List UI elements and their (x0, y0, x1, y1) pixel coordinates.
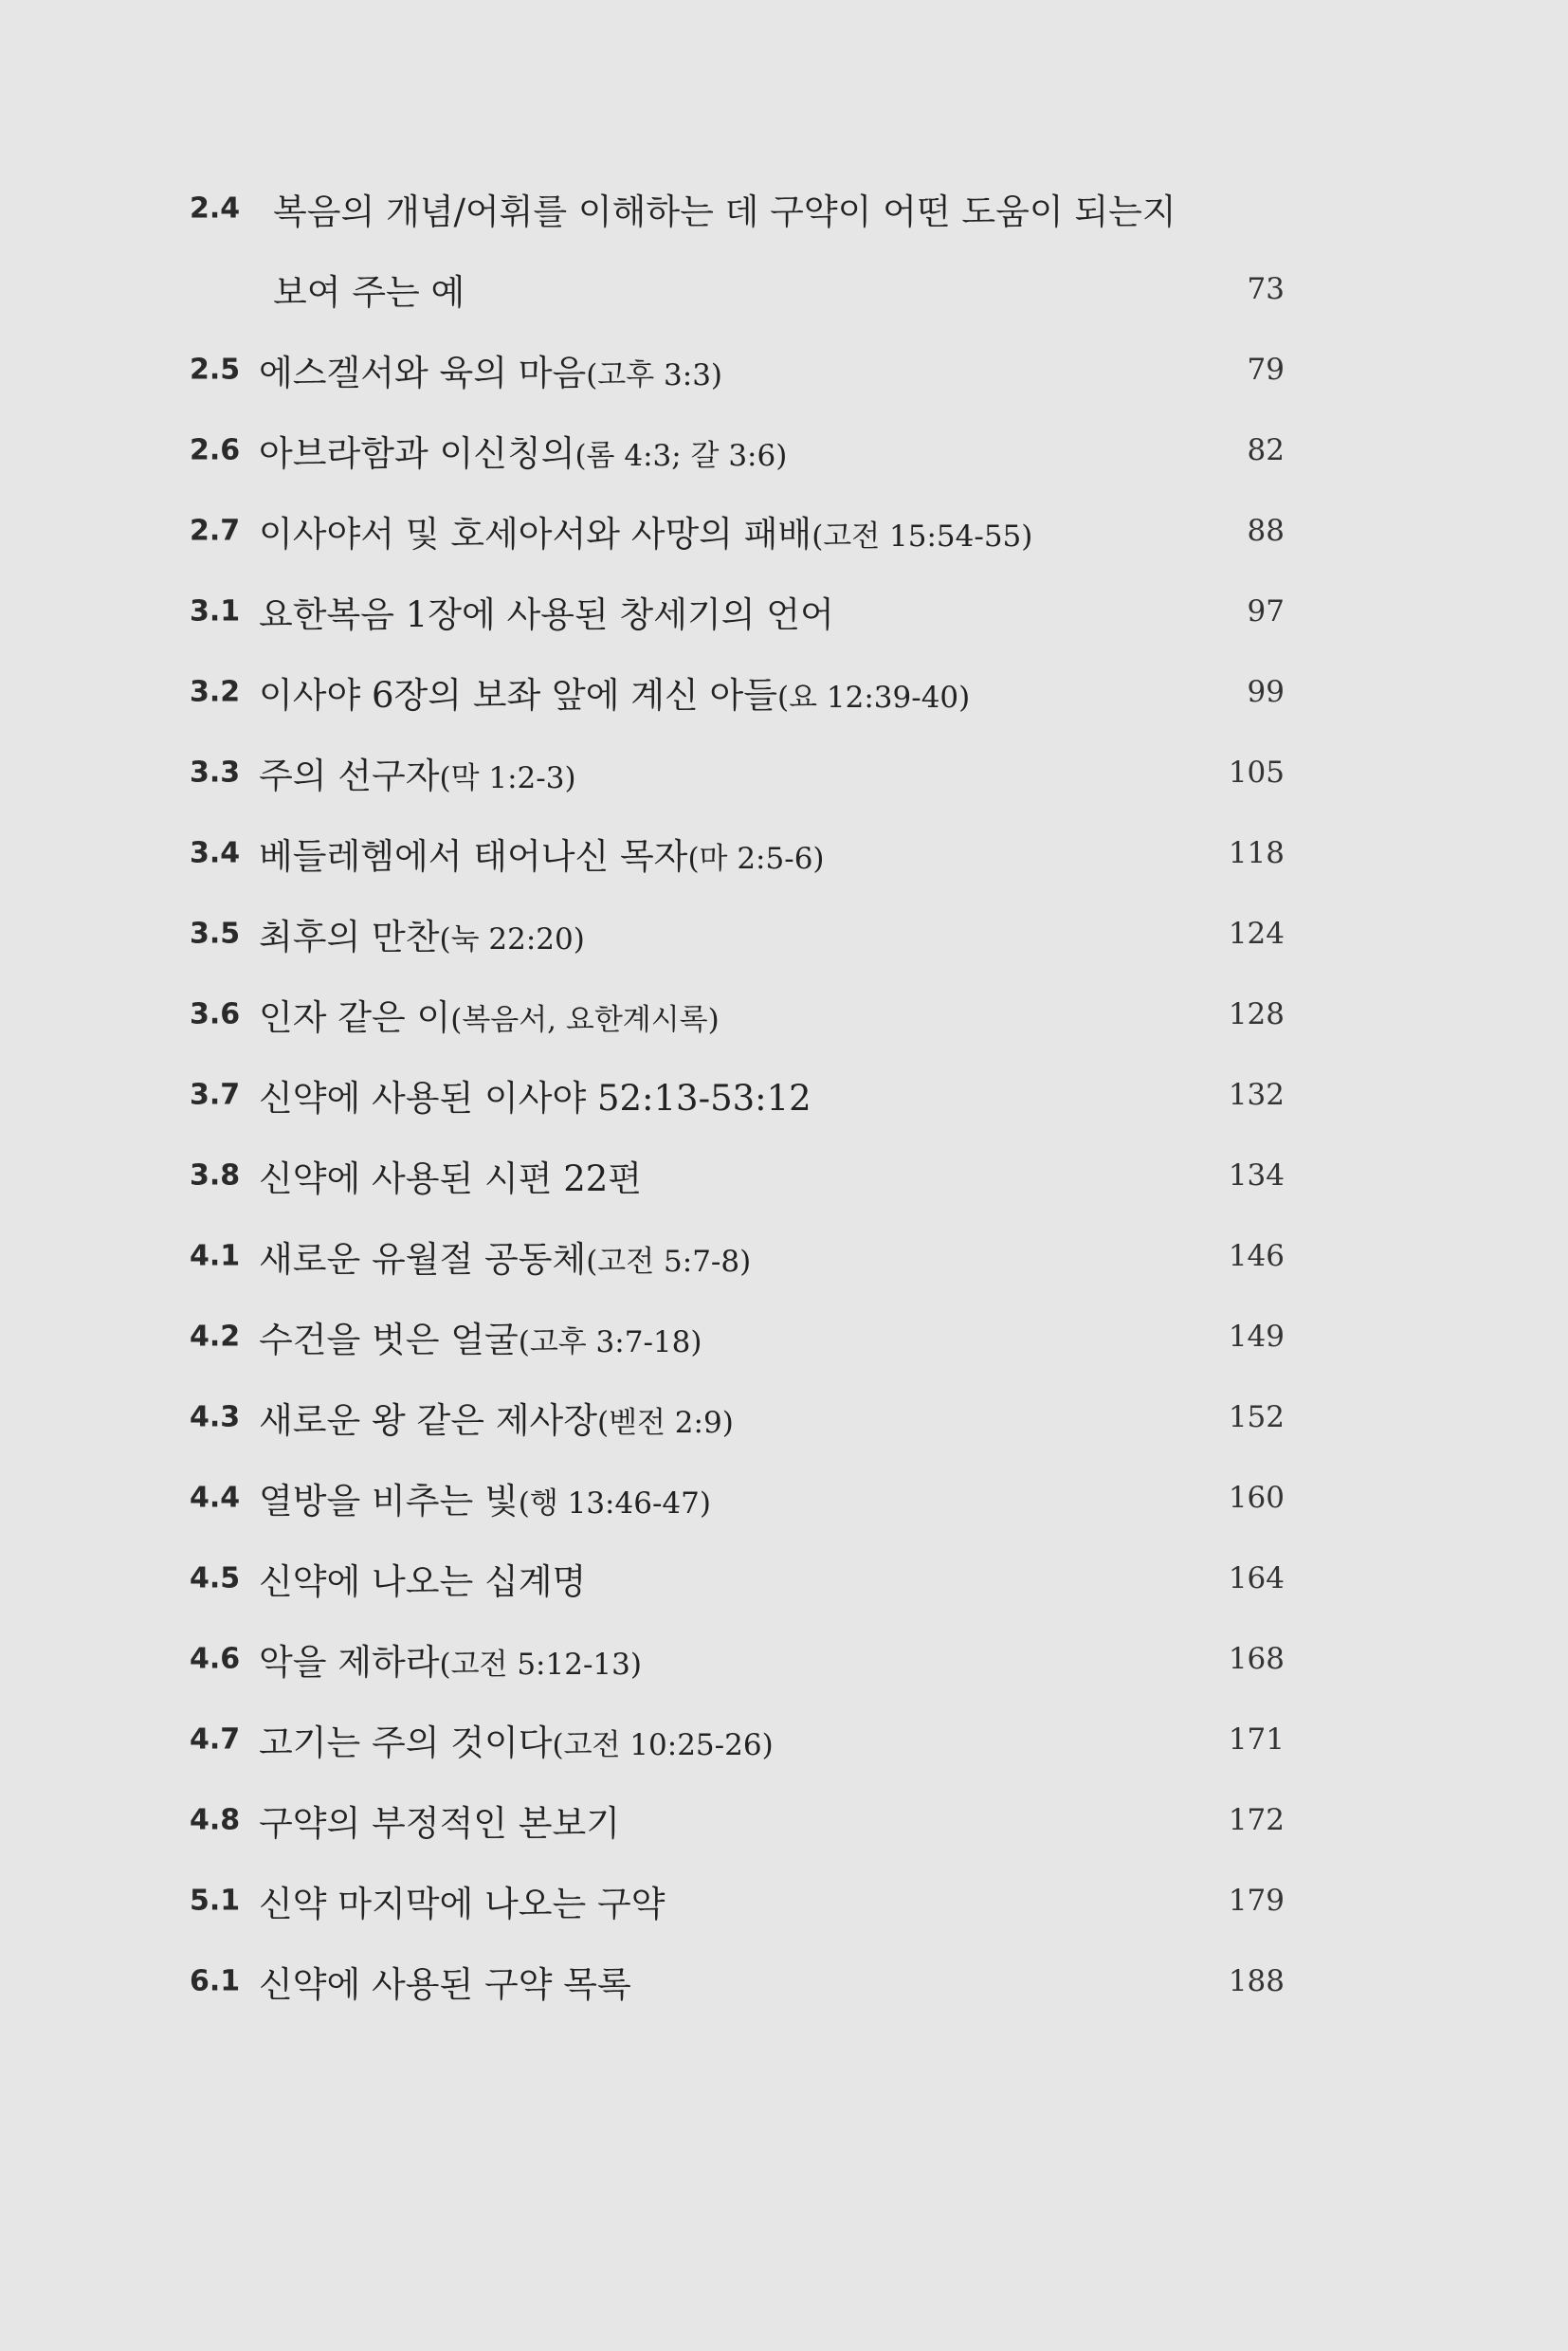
toc-entry-3-8 (190, 1147, 1285, 1204)
entry-number: 2.7 (190, 514, 241, 548)
entry-reference: (고전 5:12-13) (439, 1648, 642, 1682)
entry-reference: (고전 10:25-26) (552, 1728, 774, 1762)
entry-title: 신약에 사용된 시편 22편 (259, 1158, 643, 1199)
entry-page-number: 128 (1228, 997, 1285, 1031)
entry-number: 4.5 (190, 1561, 241, 1595)
entry-page-number: 152 (1228, 1400, 1285, 1434)
toc-entry-4-1 (190, 1228, 1285, 1285)
entry-number: 3.1 (190, 594, 241, 629)
entry-title: 열방을 비추는 빛(행 13:46-47) (259, 1481, 711, 1522)
entry-title: 수건을 벗은 얼굴(고후 3:7-18) (259, 1320, 702, 1360)
toc-entry-5-1 (190, 1872, 1285, 1929)
entry-number: 2.5 (190, 353, 241, 387)
toc-entry-2-4 (190, 180, 1285, 237)
entry-page-number: 171 (1228, 1722, 1285, 1757)
toc-entry-2-7 (190, 502, 1285, 559)
entry-reference: (마 2:5-6) (687, 842, 825, 876)
entry-title: 주의 선구자(막 1:2-3) (259, 756, 576, 796)
entry-title: 새로운 왕 같은 제사장(벧전 2:9) (259, 1400, 734, 1441)
entry-number: 4.4 (190, 1481, 241, 1515)
entry-reference: (벧전 2:9) (596, 1406, 734, 1440)
toc-entry-3-3 (190, 744, 1285, 801)
toc-entry-3-5 (190, 905, 1285, 962)
entry-reference: (고전 15:54-55) (811, 519, 1033, 554)
entry-reference: (고후 3:3) (586, 358, 723, 392)
entry-page-number: 164 (1228, 1561, 1285, 1595)
toc-entry-4-4 (190, 1469, 1285, 1526)
entry-reference: (복음서, 요한계시록) (450, 1003, 720, 1037)
entry-title: 새로운 유월절 공동체(고전 5:7-8) (259, 1239, 752, 1280)
entry-number: 3.4 (190, 836, 241, 870)
entry-number: 5.1 (190, 1884, 241, 1918)
toc-entry-4-3 (190, 1389, 1285, 1446)
toc-entry-4-5 (190, 1550, 1285, 1607)
entry-title: 인자 같은 이(복음서, 요한계시록) (259, 997, 720, 1038)
entry-number: 4.1 (190, 1239, 241, 1273)
toc-entry-4-8 (190, 1792, 1285, 1849)
entry-page-number: 124 (1228, 917, 1285, 951)
toc-entry-4-2 (190, 1308, 1285, 1365)
entry-number: 4.6 (190, 1642, 241, 1676)
entry-title: 아브라함과 이신칭의(롬 4:3; 갈 3:6) (259, 433, 788, 474)
entry-reference: (요 12:39-40) (777, 681, 971, 715)
entry-number: 4.7 (190, 1722, 241, 1757)
entry-reference: (행 13:46-47) (518, 1486, 711, 1521)
entry-title: 고기는 주의 것이다(고전 10:25-26) (259, 1722, 774, 1763)
entry-title: 보여 주는 예 (273, 272, 465, 313)
entry-page-number: 82 (1247, 433, 1285, 467)
entry-title: 베들레헴에서 태어나신 목자(마 2:5-6) (259, 836, 825, 877)
entry-title: 복음의 개념/어휘를 이해하는 데 구약이 어떤 도움이 되는지 (273, 191, 1176, 232)
entry-page-number: 132 (1228, 1078, 1285, 1112)
entry-title: 에스겔서와 육의 마음(고후 3:3) (259, 353, 723, 393)
entry-title: 구약의 부정적인 본보기 (259, 1803, 620, 1844)
toc-entry-3-1 (190, 583, 1285, 640)
toc-entry-2-4-continued (273, 261, 1285, 318)
entry-title: 신약에 사용된 이사야 52:13-53:12 (259, 1078, 811, 1119)
entry-number: 3.2 (190, 675, 241, 709)
entry-reference: (막 1:2-3) (439, 761, 576, 795)
entry-number: 3.3 (190, 756, 241, 790)
entry-number: 4.3 (190, 1400, 241, 1434)
entry-number: 4.8 (190, 1803, 241, 1837)
entry-reference: (눅 22:20) (439, 922, 585, 957)
toc-entry-4-7 (190, 1711, 1285, 1768)
entry-number: 4.2 (190, 1320, 241, 1354)
entry-page-number: 99 (1247, 675, 1285, 709)
entry-reference: (롬 4:3; 갈 3:6) (574, 439, 788, 473)
entry-title: 신약 마지막에 나오는 구약 (259, 1884, 665, 1924)
toc-entry-3-4 (190, 825, 1285, 882)
entry-title: 최후의 만찬(눅 22:20) (259, 917, 585, 957)
entry-number: 3.6 (190, 997, 241, 1031)
entry-number: 6.1 (190, 1964, 241, 1998)
entry-page-number: 172 (1228, 1803, 1285, 1837)
entry-page-number: 105 (1228, 756, 1285, 790)
entry-page-number: 134 (1228, 1158, 1285, 1193)
entry-number: 3.5 (190, 917, 241, 951)
entry-page-number: 179 (1228, 1884, 1285, 1918)
entry-title: 신약에 나오는 십계명 (259, 1561, 587, 1602)
toc-entry-6-1 (190, 1953, 1285, 2010)
entry-title: 악을 제하라(고전 5:12-13) (259, 1642, 642, 1683)
toc-entry-4-6 (190, 1631, 1285, 1687)
entry-number: 3.8 (190, 1158, 241, 1193)
entry-number: 2.6 (190, 433, 241, 467)
entry-page-number: 146 (1228, 1239, 1285, 1273)
entry-page-number: 160 (1228, 1481, 1285, 1515)
entry-title: 신약에 사용된 구약 목록 (259, 1964, 631, 2005)
entry-page-number: 79 (1247, 353, 1285, 387)
entry-title: 이사야 6장의 보좌 앞에 계신 아들(요 12:39-40) (259, 675, 971, 716)
toc-entry-2-6 (190, 422, 1285, 479)
entry-number: 2.4 (190, 191, 241, 226)
toc-entry-3-6 (190, 986, 1285, 1043)
toc-entry-3-7 (190, 1066, 1285, 1123)
entry-page-number: 168 (1228, 1642, 1285, 1676)
entry-reference: (고전 5:7-8) (586, 1245, 752, 1279)
entry-page-number: 188 (1228, 1964, 1285, 1998)
entry-title: 요한복음 1장에 사용된 창세기의 언어 (259, 594, 834, 635)
entry-number: 3.7 (190, 1078, 241, 1112)
entry-reference: (고후 3:7-18) (518, 1325, 702, 1359)
entry-page-number: 73 (1247, 272, 1285, 306)
entry-page-number: 97 (1247, 594, 1285, 629)
entry-page-number: 149 (1228, 1320, 1285, 1354)
entry-title: 이사야서 및 호세아서와 사망의 패배(고전 15:54-55) (259, 514, 1033, 555)
entry-page-number: 118 (1228, 836, 1285, 870)
toc-entry-3-2 (190, 664, 1285, 720)
entry-page-number: 88 (1247, 514, 1285, 548)
toc-entry-2-5 (190, 341, 1285, 398)
